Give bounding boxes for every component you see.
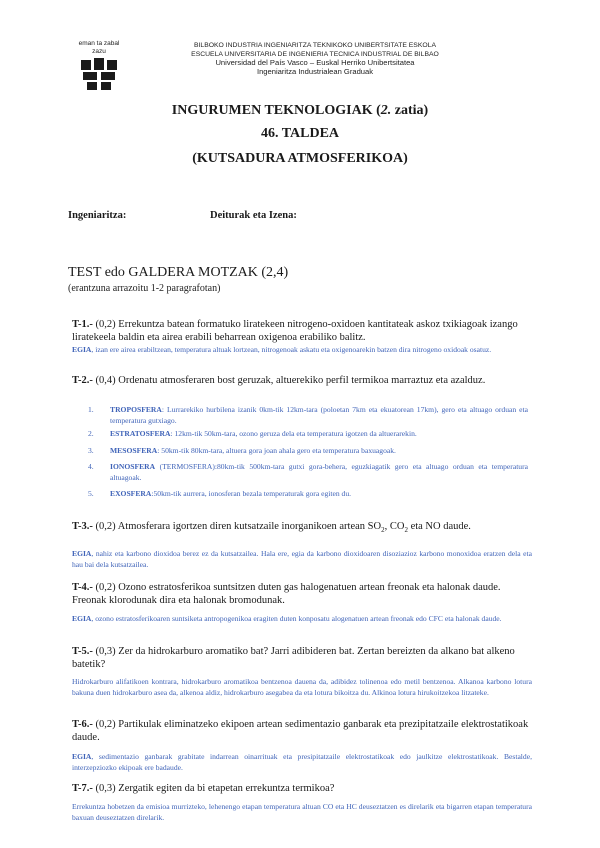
answer-t3: EGIA, nahiz eta karbono dioxidoa berez ez da kutsatzailea. Hala ere, egia da karbono dioxidoaren disoziazioz karbono monoxidoa eratzen dela eta hau bai dela kutsatzailea. <box>72 549 532 569</box>
institution-line: BILBOKO INDUSTRIA INGENIARITZA TEKNIKOKO UNIBERTSITATE ESKOLA <box>194 42 436 49</box>
institution-line: Ingeniaritza Industrialean Graduak <box>256 66 374 76</box>
atmosphere-layers-list <box>88 405 528 500</box>
question-t4: T-4.- (0,2) Ozono estratosferikoa suntsitzen duten gas halogenatuen artean freonak eta halonak daude. Freonak klorodunak dira eta halonak bromodunak. <box>72 582 501 606</box>
document-title: INGURUMEN TEKNOLOGIAK (2. zatia) <box>171 103 429 118</box>
answer-t6: EGIA, sedimentazio ganbarak grabitate indarrean oinarrituak eta presipitatzaile elektrostatikoak edo jaulkitze elektrostatikoak. Bestalde, interzepziozko ekipoak ere badaude. <box>72 752 532 772</box>
answer-t1: EGIA, izan ere airea erabiltzean, temperatura altuak lortzean, nitrogenoak askatu eta oxigenoarekin batzen dira nitrogeno oxidoak osatuz. <box>72 345 492 354</box>
group-title: 46. TALDEA <box>260 126 340 141</box>
question-t6: T-6.- (0,2) Partikulak eliminatzeko ekipoen artean sedimentazio ganbarak eta prezipitatzaile elektrostatikoak daude. <box>72 719 529 743</box>
list-item: 5. EXOSFERA:50km-tik aurrera, ionosferan bezala temperaturak gora egiten du. <box>88 489 352 498</box>
answer-t5: Hidrokarburo alifatikoen kontrara, hidrokarburo aromatikoa bentzenoa dauena da, adibidez tolinenoa edo metil bentzenoa. Alkanoa karbono lotura bakuna duen hidrokarburo asea da, alkenoa aldiz, hidrokarburo asegabea da eta lotura bikoitza du. Alkinoa lotura hirukoitzekoa litzateke. <box>72 677 532 697</box>
answer-t4: EGIA, ozono estratosferikoaren suntsiketa antropogenikoa eragiten duten konposatu alogenatuen artean freonak edo CFC eta halonak daude. <box>72 614 502 623</box>
institution-header <box>150 42 480 76</box>
list-item: 4. IONOSFERA (TERMOSFERA):80km-tik 500km-tara gutxi gora-behera, eguzkiagatik gero eta altuago orduan eta temperatura altuagoak. <box>88 462 528 482</box>
question-t1: T-1.- (0,2) Errekuntza batean formatuko liratekeen nitrogeno-oxidoen kantitateak askoz txikiagoak izango liratekeela baldin eta airea erabili beharrean oxigenoa erabiliko balitz. <box>72 319 518 343</box>
university-logo <box>68 40 130 92</box>
list-item: 3. MESOSFERA: 50km-tik 80km-tara, altuera gora joan ahala gero eta temperatura baxuagoak. <box>88 445 396 455</box>
list-item: 2. ESTRATOSFERA: 12km-tik 50km-tara, ozono geruza dela eta temperatura igotzen da altuerarekin. <box>88 429 417 438</box>
institution-line: ESCUELA UNIVERSITARIA DE INGENIERIA TECNICA INDUSTRIAL DE BILBAO <box>191 50 439 58</box>
question-t2: T-2.- (0,4) Ordenatu atmosferaren bost geruzak, altuerekiko perfil termikoa marraztuz eta azalduz. <box>72 375 486 386</box>
logo-mark-icon <box>79 58 119 92</box>
degree-label: Ingeniaritza: <box>68 210 127 221</box>
list-item: 1. TROPOSFERA: Lurrarekiko hurbilena izanik 0km-tik 12km-tara (poloetan 7km eta ekuatorean 17km), gero eta altuago orduan eta temperatura gutxiago. <box>88 405 528 425</box>
section-title: TEST edo GALDERA MOTZAK (2,4) <box>68 265 289 280</box>
logo-motto: eman ta zabal zazu <box>78 40 120 55</box>
question-t7: T-7.- (0,3) Zergatik egiten da bi etapetan errekuntza termikoa? <box>72 783 335 794</box>
name-label: Deiturak eta Izena: <box>210 210 297 221</box>
question-t3: T-3.- (0,2) Atmosferara igortzen diren kutsatzaile inorganikoen artean $SO_2$, $CO_2$ eta NO daude. <box>72 521 471 535</box>
section-subtitle: (erantzuna arrazoitu 1-2 paragrafotan) <box>68 283 221 294</box>
question-t5: T-5.- (0,3) Zer da hidrokarburo aromatiko bat? Jarri adibideren bat. Zertan bereizten da alkano bat alkeno batetik? <box>72 646 515 670</box>
answer-t7: Errekuntza hobetzen da emisioa murrizteko, lehenengo etapan temperatura altuan CO eta HC deuseztatzen es direlarik eta bigarren etapan temperatura baxuan deuseztatzen direlarik. <box>72 802 532 822</box>
institution-line: Universidad del País Vasco – Euskal Herriko Unibertsitatea <box>215 58 415 67</box>
topic-title: (KUTSADURA ATMOSFERIKOA) <box>192 151 408 166</box>
